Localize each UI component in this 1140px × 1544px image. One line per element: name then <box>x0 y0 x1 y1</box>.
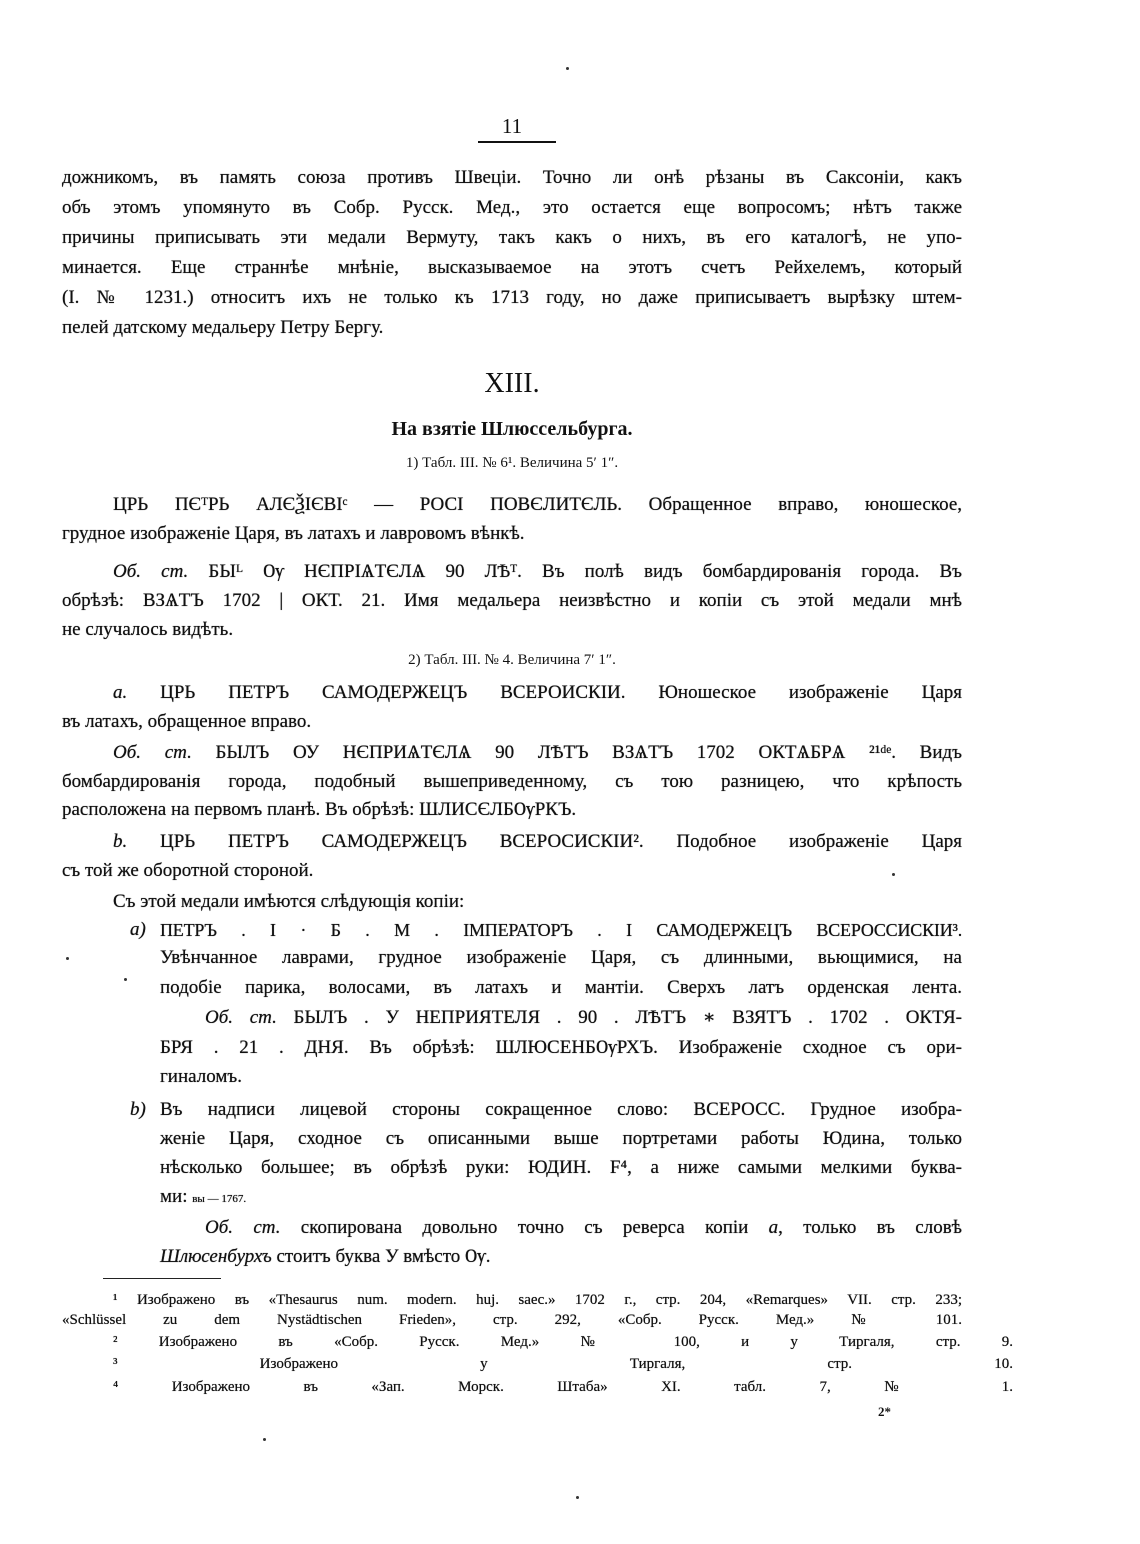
text-line: Въ надписи лицевой стороны сокращенное слово: ВСЕРОСС. Грудное изобра- <box>160 1099 962 1120</box>
text-line: гиналомъ. <box>160 1066 242 1087</box>
text-line: обрѣзѣ: ВЗѦТЪ 1702 | ОКТ. 21. Имя медальера неизвѣстно и копіи съ этой медали мнѣ <box>62 590 962 611</box>
page-number-rule <box>478 141 556 143</box>
text-line: въ латахъ, обращенное вправо. <box>62 711 312 732</box>
text-line: грудное изображеніе Царя, въ латахъ и лавровомъ вѣнкѣ. <box>62 523 525 544</box>
line-text: ЦРЬ ПЕТРЪ САМОДЕРЖЕЦЪ ВСЕРОСИСКІИ². Подобное изображеніе Царя <box>127 831 962 852</box>
text-line: бомбардированія города, подобный вышеприведенному, съ тою разницею, что крѣпость <box>62 771 962 792</box>
line-text: , только въ словѣ <box>778 1217 962 1238</box>
page-number: 11 <box>501 114 523 138</box>
text-line <box>62 681 962 705</box>
text-line <box>62 830 962 854</box>
text-line: женіе Царя, сходное съ описанными выше портретами работы Юдина, только <box>160 1128 962 1149</box>
line-text: БЫᴸ Ѹ НЄПРІѦТЄЛѦ 90 ЛѢᵀ. Въ полѣ видъ бомбардированія города. Въ <box>188 561 962 582</box>
reverse-label: Об. ст. <box>205 1217 281 1238</box>
section-number: XIII. <box>484 368 540 399</box>
line-text: ми: <box>160 1186 193 1207</box>
copy-a-label <box>130 918 160 942</box>
footnote-rule <box>103 1278 221 1279</box>
label-text: b) <box>130 1099 146 1120</box>
text-line: подобіе парика, волосами, въ латахъ и мантіи. Сверхъ латъ орденская лента. <box>160 977 962 998</box>
footnote: ² Изображено въ «Собр. Русск. Мед.» № 100, и у Тиргаля, стр. 9. <box>113 1334 1013 1350</box>
speck <box>66 957 69 960</box>
text-line <box>205 1216 962 1240</box>
text-line: расположена на первомъ планѣ. Въ обрѣзѣ: ШЛИСЄЛБѸРКЪ. <box>62 799 577 820</box>
line-text: ЦРЬ ПЕТРЪ САМОДЕРЖЕЦЪ ВСЕРОИСКІИ. Юношеское изображеніе Царя <box>127 682 962 703</box>
reverse-label: Об. ст. <box>205 1007 277 1028</box>
speck <box>566 67 569 70</box>
speck <box>892 873 895 876</box>
text-line: съ той же оборотной стороной. <box>62 860 314 881</box>
footnote: ³ Изображено у Тиргаля, стр. 10. <box>113 1356 1013 1372</box>
text-line: нѣсколько большее; въ обрѣзѣ руки: ЮДИН. F⁴, а ниже самыми мелкими буква- <box>160 1157 962 1178</box>
text-line: не случалось видѣть. <box>62 619 234 640</box>
text-line: БРЯ . 21 . ДНЯ. Въ обрѣзѣ: ШЛЮСЕНБѸРХЪ. Изображеніе сходное съ ори- <box>160 1037 962 1058</box>
text-line: ПЕТРЪ . I · Б . М . IМПЕРАТОРЪ . I САМОДЕРЖЕЦЪ ВСЕРОССИСКІИ³. <box>160 920 962 940</box>
line-text: скопирована довольно точно съ реверса копіи <box>280 1217 769 1238</box>
text-line: объ этомъ упомянуто въ Собр. Русск. Мед., это остается еще вопросомъ; нѣтъ также <box>62 197 962 218</box>
reverse-label: Об. ст. <box>113 561 189 582</box>
speck <box>124 978 127 981</box>
text-line: (I. № 1231.) относитъ ихъ не только къ 1713 году, но даже приписываетъ вырѣзку штем- <box>62 287 962 308</box>
copy-b-label <box>130 1098 160 1122</box>
label-text: а) <box>130 919 146 940</box>
line-text: БЫЛЪ . У НЕПРИЯТЕЛЯ . 90 . ЛѢТЪ ∗ ВЗЯТЪ . 1702 . ОКТЯ- <box>276 1007 962 1028</box>
text-line <box>62 741 962 765</box>
text-line <box>205 1006 962 1030</box>
footnote: ⁴ Изображено въ «Зап. Морск. Штаба» XI. табл. 7, № 1. <box>113 1379 1013 1395</box>
speck <box>263 1438 266 1441</box>
line-text: стоитъ буква У вмѣсто Ѹ. <box>271 1246 491 1267</box>
footnote: ¹ Изображено въ «Thesaurus num. modern. huj. saec.» 1702 г., стр. 204, «Remarques» VII. стр. 233; <box>113 1292 962 1308</box>
line-text: Шлюсенбурхъ <box>160 1246 272 1267</box>
reverse-label: Об. ст. <box>113 742 192 763</box>
medal1-caption: 1) Табл. III. № 6¹. Величина 5′ 1″. <box>405 455 619 471</box>
text-line: Увѣнчанное лаврами, грудное изображеніе Царя, съ длинными, вьющимися, на <box>160 947 962 968</box>
line-text: БЫЛЪ ОУ НЄПРИѦТЄЛѦ 90 ЛѢТЪ ВЗѦТЪ 1702 ОКТѦБРѦ ²¹ᵈᵉ. Видъ <box>191 742 962 763</box>
item-label: а. <box>113 682 128 703</box>
medal2-caption: 2) Табл. III. № 4. Величина 7′ 1″. <box>408 652 616 668</box>
text-line: минается. Еще страннѣе мнѣніе, высказываемое на этотъ счетъ Рейхелемъ, который <box>62 257 962 278</box>
text-line: Съ этой медали имѣются слѣдующія копіи: <box>113 891 465 912</box>
item-label: b. <box>113 831 128 852</box>
speck <box>576 1496 579 1499</box>
text-line: ЦРЬ ПЄᵀРЬ АЛЄѮІЄВІᶜ — РОСІ ПОВЄЛИТЄЛЬ. Обращенное вправо, юношеское, <box>113 494 962 515</box>
section-title: На взятіе Шлюссельбурга. <box>391 418 633 440</box>
text-line <box>160 1185 962 1211</box>
text-line: причины приписывать эти медали Вермуту, такъ какъ о нихъ, въ его каталогѣ, не упо- <box>62 227 962 248</box>
text-line: пелей датскому медальеру Петру Бергу. <box>62 317 384 338</box>
line-text: а <box>768 1217 779 1238</box>
text-line <box>160 1245 962 1269</box>
small-signature: вы — 1767. <box>192 1193 247 1205</box>
signature-mark: 2* <box>878 1404 891 1419</box>
text-line <box>62 560 962 584</box>
text-line: дожникомъ, въ память союза противъ Швеціи. Точно ли онѣ рѣзаны въ Саксоніи, какъ <box>62 167 962 188</box>
footnote: «Schlüssel zu dem Nystädtischen Frieden», стр. 292, «Собр. Русск. Мед.» № 101. <box>62 1312 962 1328</box>
